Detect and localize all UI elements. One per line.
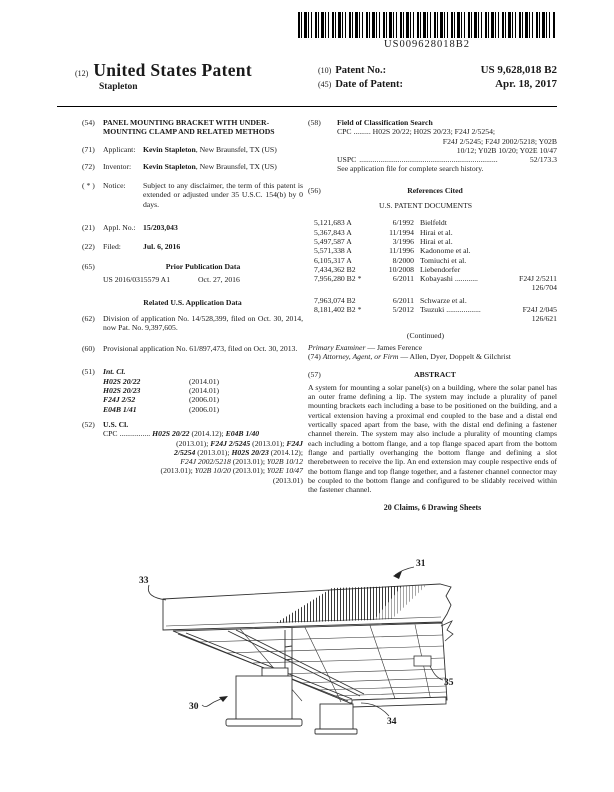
field-58-search: (58) Field of Classification Search bbox=[308, 118, 557, 127]
notice-text: Subject to any disclaimer, the term of this patent is extended or adjusted under 35 U.S.C. 154(b) by 0 days. bbox=[143, 181, 303, 209]
field-21-appl-no: (21) Appl. No.: 15/203,043 bbox=[82, 223, 303, 232]
header-right bbox=[318, 64, 557, 92]
figure-drawing bbox=[0, 552, 614, 792]
field-57-abstract: (57) ABSTRACT bbox=[308, 370, 557, 379]
header-divider bbox=[57, 106, 557, 107]
patent-no-value: US 9,628,018 B2 bbox=[480, 64, 557, 76]
figure-label-35: 35 bbox=[444, 678, 454, 688]
header-left bbox=[75, 60, 252, 92]
application-number: 15/203,043 bbox=[143, 223, 178, 233]
table-row: 5,121,683 A 6/1992 Bielfeldt bbox=[314, 218, 447, 228]
int-cl-heading: Int. Cl. bbox=[103, 367, 126, 377]
prior-publication-line bbox=[82, 275, 303, 284]
invention-title: PANEL MOUNTING BRACKET WITH UNDER-MOUNTING CLAMP AND RELATED METHODS bbox=[103, 118, 275, 137]
us-cl-heading: U.S. Cl. bbox=[103, 419, 129, 429]
provisional-text: Provisional application No. 61/897,473, filed on Oct. 30, 2013. bbox=[103, 344, 298, 354]
field-51-int-cl: (51) Int. Cl. bbox=[82, 367, 303, 376]
patent-no-label: Patent No.: bbox=[335, 65, 387, 76]
barcode-number: US009628018B2 bbox=[384, 39, 470, 50]
uspc-line: USPC ........................................................................ 52/173.3 bbox=[337, 155, 557, 165]
reference-class-continuation: 126/621 bbox=[531, 314, 557, 324]
reference-class-continuation: 126/704 bbox=[531, 283, 557, 293]
claims-line: 20 Claims, 6 Drawing Sheets bbox=[383, 503, 482, 513]
int-cl-entry: E04B 1/41 (2006.01) bbox=[103, 404, 220, 414]
filing-date: Jul. 6, 2016 bbox=[143, 242, 181, 252]
table-row: 7,963,074 B2 6/2011 Schwarze et al. bbox=[314, 295, 467, 305]
right-column bbox=[308, 118, 557, 513]
date-field-number: (45) bbox=[318, 80, 332, 89]
kind-code-number: (12) bbox=[75, 69, 89, 78]
field-52-us-cl: (52) U.S. Cl. bbox=[82, 420, 303, 429]
table-row: 6,105,317 A 8/2000 Tomiuchi et al. bbox=[314, 255, 467, 265]
date-of-patent-value: Apr. 18, 2017 bbox=[495, 78, 557, 90]
table-row: 8,181,402 B2 * 5/2012 Tsuzuki .................. F24J 2/045 bbox=[314, 305, 557, 315]
primary-examiner-line: Primary Examiner — James Ference bbox=[308, 342, 423, 352]
figure-label-31: 31 bbox=[416, 559, 426, 569]
field-search-heading: Field of Classification Search bbox=[337, 118, 433, 127]
related-data-heading: Related U.S. Application Data bbox=[143, 298, 242, 308]
inventor-surname: Stapleton bbox=[99, 82, 138, 92]
applicant-value: Kevin Stapleton, New Braunsfel, TX (US) bbox=[143, 144, 277, 154]
cpc-classification-block: CPC ................ H02S 20/22 (2014.12); E04B 1/40 (2013.01); F24J 2/5245 (2013.01); F24J 2/5254 (2013.01); H02S 20/23 (2014.12); F24J 2002/5218 (2013.01); Y02B 10/12 (2013.01); Y02B 10/20 (2013.01); Y02E 10/47 (2013.01) bbox=[103, 429, 303, 485]
int-cl-entry: H02S 20/23 (2014.01) bbox=[103, 386, 220, 396]
inventor-value: Kevin Stapleton, New Braunsfel, TX (US) bbox=[143, 161, 277, 171]
publication-number: US 2016/0315579 A1 bbox=[103, 274, 171, 284]
search-history-note: See application file for complete search history. bbox=[337, 164, 484, 174]
continued-note: (Continued) bbox=[406, 330, 445, 340]
us-patent-documents-heading: U.S. PATENT DOCUMENTS bbox=[378, 201, 473, 211]
abstract-heading: ABSTRACT bbox=[414, 369, 456, 379]
bibliographic-columns bbox=[82, 118, 557, 513]
abstract-text: A system for mounting a solar panel(s) on a building, where the solar panel has an outer frame defining a lip. The system may include a plurality of panel mounting brackets each including a base to be positioned on the building, and a vertical extension having a proximal end coupled to the base and a distal end vertically spaced apart from the base, with the distal end defining a fastener channel therein. The system may also include a plurality of mounting clamps each including a bottom flange, and a top flange spaced apart from the bottom flange and partially overhanging the bottom flange and defining a slot therebetween to receive the lip. An end extension may couple respective ends of the bottom flange and top flange together, and a fastener channel connector may be coupled to the bottom flange and configured to be slidably received within the fastener channel. bbox=[308, 382, 557, 495]
field-72-inventor: (72) Inventor: Kevin Stapleton, New Braunsfel, TX (US) bbox=[82, 162, 303, 171]
int-cl-entry: H02S 20/22 (2014.01) bbox=[103, 376, 220, 386]
page-title: United States Patent bbox=[93, 60, 252, 80]
field-22-filed: (22) Filed: Jul. 6, 2016 bbox=[82, 242, 303, 251]
field-62-division: (62) Division of application No. 14/528,399, filed on Oct. 30, 2014, now Pat. No. 9,397,605. bbox=[82, 313, 303, 332]
attorney-line: (74) Attorney, Agent, or Firm — Allen, Dyer, Doppelt & Gilchrist bbox=[308, 352, 511, 362]
field-54-title: (54) PANEL MOUNTING BRACKET WITH UNDER-MOUNTING CLAMP AND RELATED METHODS bbox=[82, 118, 303, 137]
table-row: 7,956,280 B2 * 6/2011 Kobayashi ............ F24J 2/5211 bbox=[314, 274, 557, 284]
field-65-prior-publication: (65) Prior Publication Data bbox=[82, 262, 303, 271]
patent-figure bbox=[0, 552, 614, 792]
division-text: Division of application No. 14/528,399, filed on Oct. 30, 2014, now Pat. No. 9,397,605. bbox=[103, 313, 303, 332]
field-56-references: (56) References Cited bbox=[308, 186, 557, 195]
field-71-applicant: (71) Applicant: Kevin Stapleton, New Braunsfel, TX (US) bbox=[82, 145, 303, 154]
barcode bbox=[298, 12, 556, 50]
field-notice: ( * ) Notice: Subject to any disclaimer, the term of this patent is extended or adjusted under 35 U.S.C. 154(b) by 0 days. bbox=[82, 181, 303, 209]
barcode-bars-icon bbox=[298, 12, 556, 38]
table-row: 7,434,362 B2 10/2008 Liebendorfer bbox=[314, 264, 461, 274]
figure-label-33: 33 bbox=[139, 576, 149, 586]
table-row: 5,497,587 A 3/1996 Hirai et al. bbox=[314, 236, 453, 246]
patent-no-field-number: (10) bbox=[318, 66, 332, 75]
publication-date: Oct. 27, 2016 bbox=[198, 274, 240, 284]
table-row: 5,571,338 A 11/1996 Kadonome et al. bbox=[314, 246, 471, 256]
left-column bbox=[82, 118, 303, 513]
figure-label-34: 34 bbox=[387, 717, 397, 727]
field-search-cpc: CPC ......... H02S 20/22; H02S 20/23; F24J 2/5254; F24J 2/5245; F24J 2002/5218; Y02B 10/12; Y02B 10/20; Y02E 10/47 USPC ........................................................................ 52/173.3 See application file for complete search history. bbox=[337, 127, 557, 174]
date-of-patent-label: Date of Patent: bbox=[335, 79, 403, 90]
int-cl-entry: F24J 2/52 (2006.01) bbox=[103, 395, 220, 405]
references-heading: References Cited bbox=[407, 185, 463, 195]
table-row: 5,367,843 A 11/1994 Hirai et al. bbox=[314, 227, 453, 237]
field-60-provisional: (60) Provisional application No. 61/897,473, filed on Oct. 30, 2013. bbox=[82, 344, 303, 353]
prior-publication-heading: Prior Publication Data bbox=[165, 261, 241, 271]
figure-label-30: 30 bbox=[189, 702, 199, 712]
